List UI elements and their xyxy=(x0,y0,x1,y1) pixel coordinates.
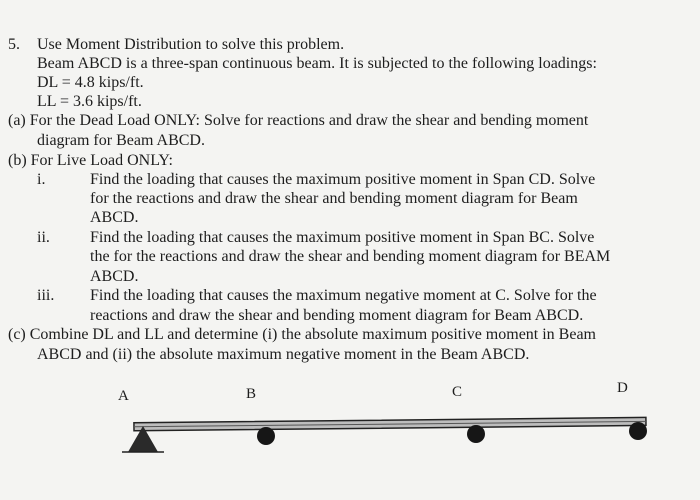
live-load-value: LL = 3.6 kips/ft. xyxy=(37,93,142,110)
part-b-item-1-line-2: for the reactions and draw the shear and bending moment diagram for Beam xyxy=(90,190,578,207)
part-b-item-2-line-1: Find the loading that causes the maximum positive moment in Span BC. Solve xyxy=(90,229,595,246)
part-a-line-1: (a) For the Dead Load ONLY: Solve for reactions and draw the shear and bending moment xyxy=(8,112,589,129)
beam-label-c: C xyxy=(452,384,463,400)
beam-label-b: B xyxy=(246,386,257,402)
dead-load-value: DL = 4.8 kips/ft. xyxy=(37,74,144,91)
part-b-item-3-number: iii. xyxy=(37,287,55,304)
roller-support-b xyxy=(257,427,275,445)
roller-support-c xyxy=(467,425,485,443)
beam-label-a: A xyxy=(118,388,129,404)
part-b-item-3-line-2: reactions and draw the shear and bending moment diagram for Beam ABCD. xyxy=(90,307,584,324)
problem-title: Use Moment Distribution to solve this problem. xyxy=(37,36,345,53)
part-b-heading: (b) For Live Load ONLY: xyxy=(8,152,173,169)
part-b-item-1-line-3: ABCD. xyxy=(90,209,139,226)
part-b-item-2-number: ii. xyxy=(37,229,50,246)
part-c-line-2: ABCD and (ii) the absolute maximum negative moment in the Beam ABCD. xyxy=(37,346,530,363)
beam-label-d: D xyxy=(617,380,628,396)
roller-support-d xyxy=(629,422,647,440)
part-b-item-1-number: i. xyxy=(37,171,46,188)
part-b-item-2-line-2: the for the reactions and draw the shear and bending moment diagram for BEAM xyxy=(90,248,611,265)
part-b-item-1-line-1: Find the loading that causes the maximum positive moment in Span CD. Solve xyxy=(90,171,596,188)
part-b-item-3-line-1: Find the loading that causes the maximum negative moment at C. Solve for the xyxy=(90,287,597,304)
problem-intro: Beam ABCD is a three-span continuous beam. It is subjected to the following loadings: xyxy=(37,55,597,72)
part-b-item-2-line-3: ABCD. xyxy=(90,268,139,285)
problem-number: 5. xyxy=(8,36,20,53)
part-c-line-1: (c) Combine DL and LL and determine (i) the absolute maximum positive moment in Beam xyxy=(8,326,596,343)
part-a-line-2: diagram for Beam ABCD. xyxy=(37,132,205,149)
